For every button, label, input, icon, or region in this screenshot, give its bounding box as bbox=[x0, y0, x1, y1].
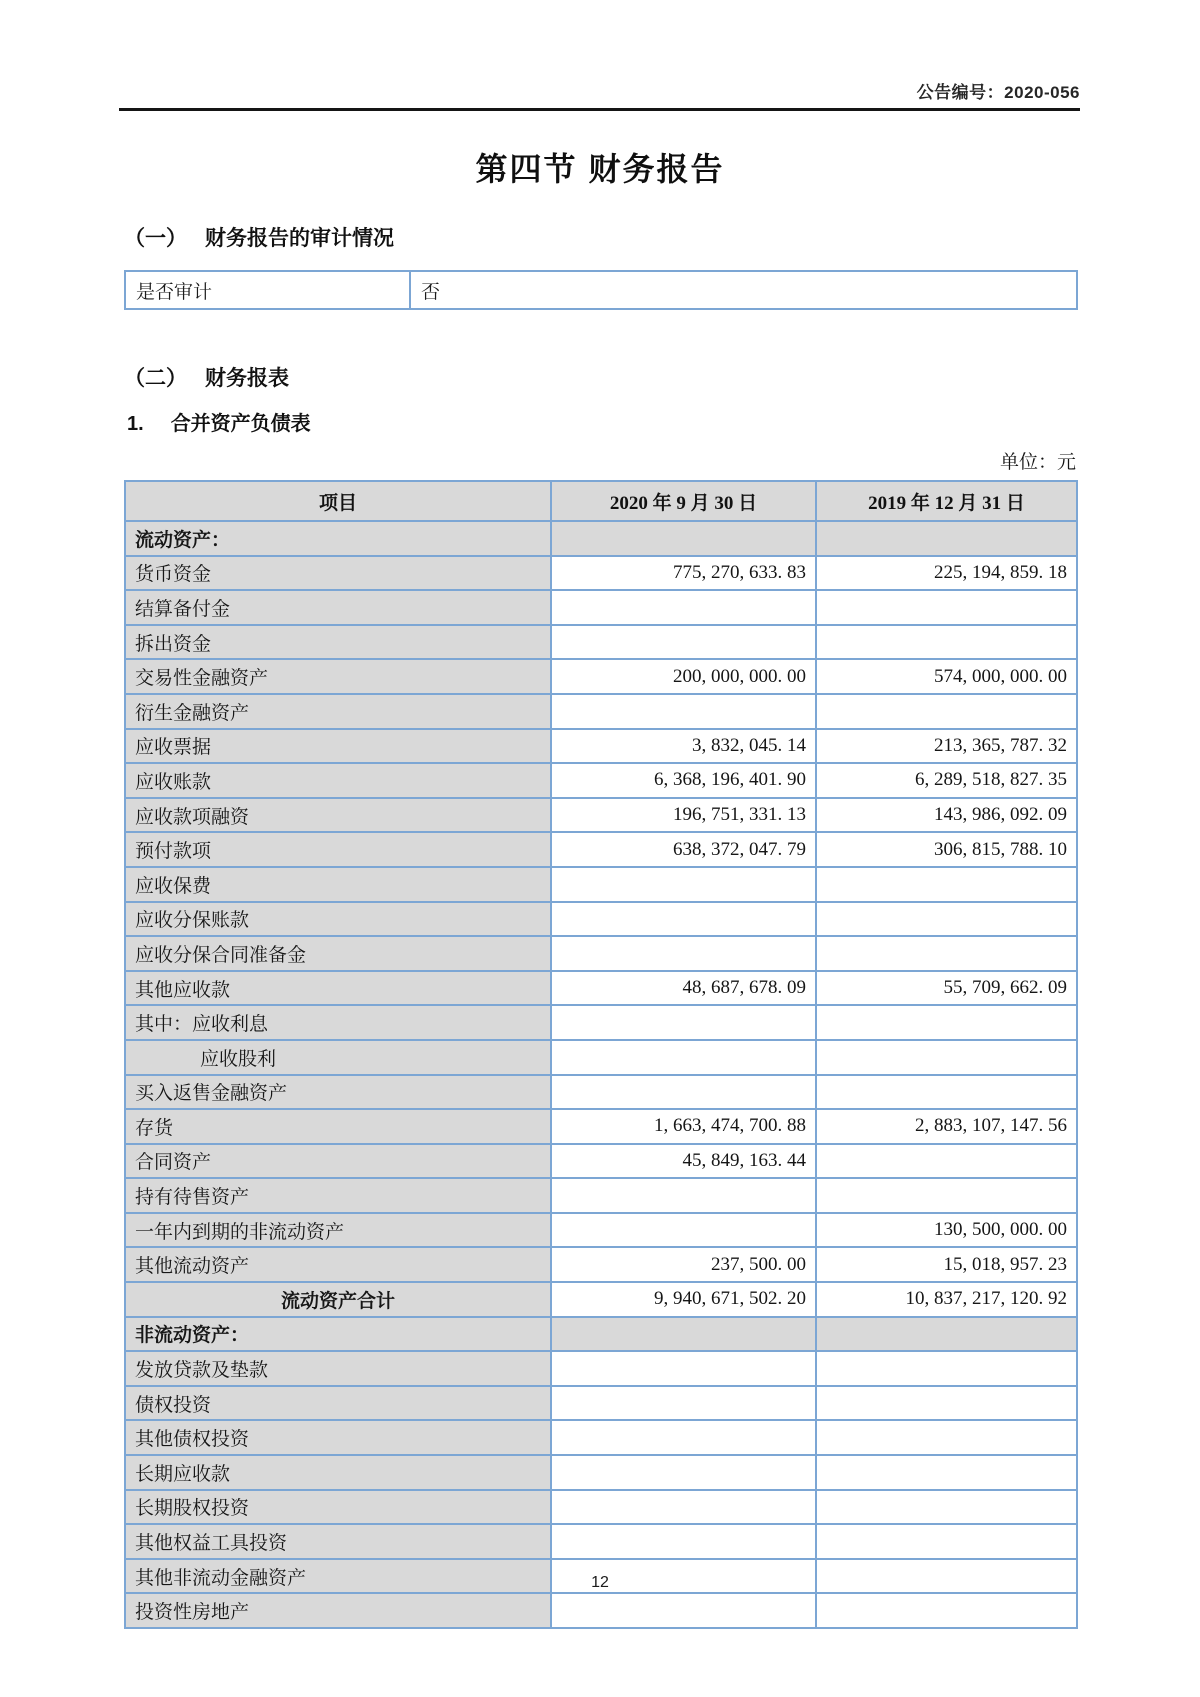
table-row bbox=[125, 763, 1077, 798]
value-2020-cell bbox=[551, 1040, 816, 1075]
value-2020-cell bbox=[551, 1351, 816, 1386]
table-row bbox=[125, 1005, 1077, 1040]
table-row bbox=[125, 729, 1077, 764]
row-label-cell: 其他应收款 bbox=[125, 971, 551, 1006]
table-row bbox=[125, 625, 1077, 660]
announcement-number: 公告编号：2020-056 bbox=[916, 83, 1080, 102]
value-2020-cell: 237, 500. 00 bbox=[551, 1247, 816, 1282]
value-2019-cell: 15, 018, 957. 23 bbox=[816, 1247, 1077, 1282]
value-2020-cell bbox=[551, 902, 816, 937]
audit-label-cell: 是否审计 bbox=[125, 271, 410, 309]
value-2019-cell: 6, 289, 518, 827. 35 bbox=[816, 763, 1077, 798]
table-row bbox=[125, 1593, 1077, 1628]
table-row bbox=[125, 694, 1077, 729]
row-label-cell: 债权投资 bbox=[125, 1386, 551, 1421]
value-2020-cell: 9, 940, 671, 502. 20 bbox=[551, 1282, 816, 1317]
value-2019-cell: 306, 815, 788. 10 bbox=[816, 832, 1077, 867]
value-2019-cell bbox=[816, 1005, 1077, 1040]
row-label-cell: 买入返售金融资产 bbox=[125, 1075, 551, 1110]
table-row bbox=[125, 798, 1077, 833]
table-row bbox=[125, 1282, 1077, 1317]
value-2019-cell: 574, 000, 000. 00 bbox=[816, 659, 1077, 694]
value-2019-cell bbox=[816, 1144, 1077, 1179]
value-2019-cell bbox=[816, 625, 1077, 660]
section-statements-title: 财务报表 bbox=[205, 367, 289, 390]
table-row bbox=[125, 936, 1077, 971]
value-2020-cell bbox=[551, 625, 816, 660]
row-label-cell: 发放贷款及垫款 bbox=[125, 1351, 551, 1386]
page-title: 第四节 财务报告 bbox=[475, 151, 725, 187]
balance-sheet-body bbox=[125, 521, 1077, 1628]
row-label-cell: 应收账款 bbox=[125, 763, 551, 798]
value-2019-cell bbox=[816, 1317, 1077, 1352]
column-header-item: 项目 bbox=[125, 481, 551, 521]
value-2020-cell: 1, 663, 474, 700. 88 bbox=[551, 1109, 816, 1144]
value-2019-cell bbox=[816, 1593, 1077, 1628]
balance-sheet-table bbox=[124, 480, 1078, 1629]
table-row bbox=[125, 1490, 1077, 1525]
value-2019-cell bbox=[816, 1075, 1077, 1110]
table-row bbox=[125, 1317, 1077, 1352]
value-2020-cell bbox=[551, 1178, 816, 1213]
row-label-cell: 投资性房地产 bbox=[125, 1593, 551, 1628]
row-label-cell: 长期应收款 bbox=[125, 1455, 551, 1490]
row-label-cell: 存货 bbox=[125, 1109, 551, 1144]
audit-table bbox=[124, 270, 1078, 310]
row-label-cell: 应收分保合同准备金 bbox=[125, 936, 551, 971]
row-label-cell: 预付款项 bbox=[125, 832, 551, 867]
value-2019-cell bbox=[816, 694, 1077, 729]
row-label-cell: 长期股权投资 bbox=[125, 1490, 551, 1525]
column-header-2020: 2020 年 9 月 30 日 bbox=[551, 481, 816, 521]
value-2020-cell: 775, 270, 633. 83 bbox=[551, 556, 816, 591]
value-2019-cell bbox=[816, 1455, 1077, 1490]
row-label-cell: 其他债权投资 bbox=[125, 1420, 551, 1455]
table-row bbox=[125, 867, 1077, 902]
value-2019-cell bbox=[816, 936, 1077, 971]
value-2019-cell bbox=[816, 1490, 1077, 1525]
page-number: 12 bbox=[591, 1574, 609, 1591]
value-2020-cell bbox=[551, 1490, 816, 1525]
row-label-cell: 非流动资产： bbox=[125, 1317, 551, 1352]
value-2019-cell: 55, 709, 662. 09 bbox=[816, 971, 1077, 1006]
table-row bbox=[125, 590, 1077, 625]
value-2019-cell bbox=[816, 521, 1077, 556]
row-label-cell: 应收票据 bbox=[125, 729, 551, 764]
table-row bbox=[125, 271, 1077, 309]
table-row bbox=[125, 832, 1077, 867]
row-label-cell: 其他权益工具投资 bbox=[125, 1524, 551, 1559]
balance-sheet-subheading bbox=[127, 407, 311, 436]
value-2020-cell: 200, 000, 000. 00 bbox=[551, 659, 816, 694]
row-label-cell: 交易性金融资产 bbox=[125, 659, 551, 694]
table-row bbox=[125, 1213, 1077, 1248]
table-row bbox=[125, 1178, 1077, 1213]
value-2019-cell: 10, 837, 217, 120. 92 bbox=[816, 1282, 1077, 1317]
table-row bbox=[125, 1386, 1077, 1421]
value-2020-cell: 196, 751, 331. 13 bbox=[551, 798, 816, 833]
value-2020-cell bbox=[551, 867, 816, 902]
row-label-cell: 其他流动资产 bbox=[125, 1247, 551, 1282]
value-2020-cell bbox=[551, 1213, 816, 1248]
row-label-cell: 结算备付金 bbox=[125, 590, 551, 625]
value-2019-cell bbox=[816, 590, 1077, 625]
value-2020-cell bbox=[551, 1593, 816, 1628]
unit-label: 单位：元 bbox=[999, 452, 1076, 473]
value-2019-cell: 143, 986, 092. 09 bbox=[816, 798, 1077, 833]
value-2019-cell bbox=[816, 1040, 1077, 1075]
row-label-cell: 应收保费 bbox=[125, 867, 551, 902]
value-2020-cell bbox=[551, 694, 816, 729]
table-row bbox=[125, 1144, 1077, 1179]
value-2019-cell: 225, 194, 859. 18 bbox=[816, 556, 1077, 591]
table-row bbox=[125, 521, 1077, 556]
value-2020-cell bbox=[551, 936, 816, 971]
row-label-cell: 持有待售资产 bbox=[125, 1178, 551, 1213]
row-label-cell: 拆出资金 bbox=[125, 625, 551, 660]
row-label-cell: 合同资产 bbox=[125, 1144, 551, 1179]
table-row bbox=[125, 1351, 1077, 1386]
table-row bbox=[125, 1524, 1077, 1559]
table-row bbox=[125, 971, 1077, 1006]
section-statements-number: （二） bbox=[124, 367, 187, 390]
value-2020-cell: 638, 372, 047. 79 bbox=[551, 832, 816, 867]
value-2020-cell bbox=[551, 1317, 816, 1352]
value-2020-cell: 3, 832, 045. 14 bbox=[551, 729, 816, 764]
table-header-row bbox=[125, 481, 1077, 521]
table-row bbox=[125, 659, 1077, 694]
value-2020-cell bbox=[551, 1075, 816, 1110]
section-statements-heading bbox=[124, 362, 289, 392]
value-2019-cell: 130, 500, 000. 00 bbox=[816, 1213, 1077, 1248]
row-label-cell: 应收股利 bbox=[125, 1040, 551, 1075]
column-header-2019: 2019 年 12 月 31 日 bbox=[816, 481, 1077, 521]
table-row bbox=[125, 1247, 1077, 1282]
row-label-cell: 其中：应收利息 bbox=[125, 1005, 551, 1040]
value-2019-cell bbox=[816, 1420, 1077, 1455]
header-rule bbox=[119, 108, 1080, 111]
value-2020-cell bbox=[551, 590, 816, 625]
value-2020-cell bbox=[551, 521, 816, 556]
value-2020-cell bbox=[551, 1455, 816, 1490]
row-label-cell: 其他非流动金融资产 bbox=[125, 1559, 551, 1594]
section-audit-title: 财务报告的审计情况 bbox=[205, 227, 394, 250]
row-label-cell: 衍生金融资产 bbox=[125, 694, 551, 729]
value-2019-cell bbox=[816, 1524, 1077, 1559]
table-row bbox=[125, 1075, 1077, 1110]
table-row bbox=[125, 1040, 1077, 1075]
value-2019-cell bbox=[816, 867, 1077, 902]
row-label-cell: 流动资产： bbox=[125, 521, 551, 556]
value-2020-cell: 6, 368, 196, 401. 90 bbox=[551, 763, 816, 798]
table-row bbox=[125, 1109, 1077, 1144]
table-row bbox=[125, 1420, 1077, 1455]
value-2019-cell bbox=[816, 1178, 1077, 1213]
value-2019-cell bbox=[816, 1386, 1077, 1421]
value-2019-cell bbox=[816, 1351, 1077, 1386]
row-label-cell: 流动资产合计 bbox=[125, 1282, 551, 1317]
balance-sheet-subheading-number: 1. bbox=[127, 413, 144, 435]
value-2020-cell: 45, 849, 163. 44 bbox=[551, 1144, 816, 1179]
value-2020-cell bbox=[551, 1005, 816, 1040]
value-2020-cell: 48, 687, 678. 09 bbox=[551, 971, 816, 1006]
value-2020-cell bbox=[551, 1524, 816, 1559]
value-2020-cell bbox=[551, 1386, 816, 1421]
audit-value-cell: 否 bbox=[410, 271, 1077, 309]
section-audit-number: （一） bbox=[124, 227, 187, 250]
row-label-cell: 应收分保账款 bbox=[125, 902, 551, 937]
section-audit-heading bbox=[124, 222, 394, 252]
value-2019-cell: 2, 883, 107, 147. 56 bbox=[816, 1109, 1077, 1144]
balance-sheet-subheading-title: 合并资产负债表 bbox=[170, 413, 311, 435]
table-row bbox=[125, 556, 1077, 591]
row-label-cell: 一年内到期的非流动资产 bbox=[125, 1213, 551, 1248]
value-2019-cell bbox=[816, 902, 1077, 937]
table-row bbox=[125, 902, 1077, 937]
row-label-cell: 应收款项融资 bbox=[125, 798, 551, 833]
table-row bbox=[125, 1455, 1077, 1490]
value-2019-cell: 213, 365, 787. 32 bbox=[816, 729, 1077, 764]
row-label-cell: 货币资金 bbox=[125, 556, 551, 591]
value-2020-cell bbox=[551, 1420, 816, 1455]
